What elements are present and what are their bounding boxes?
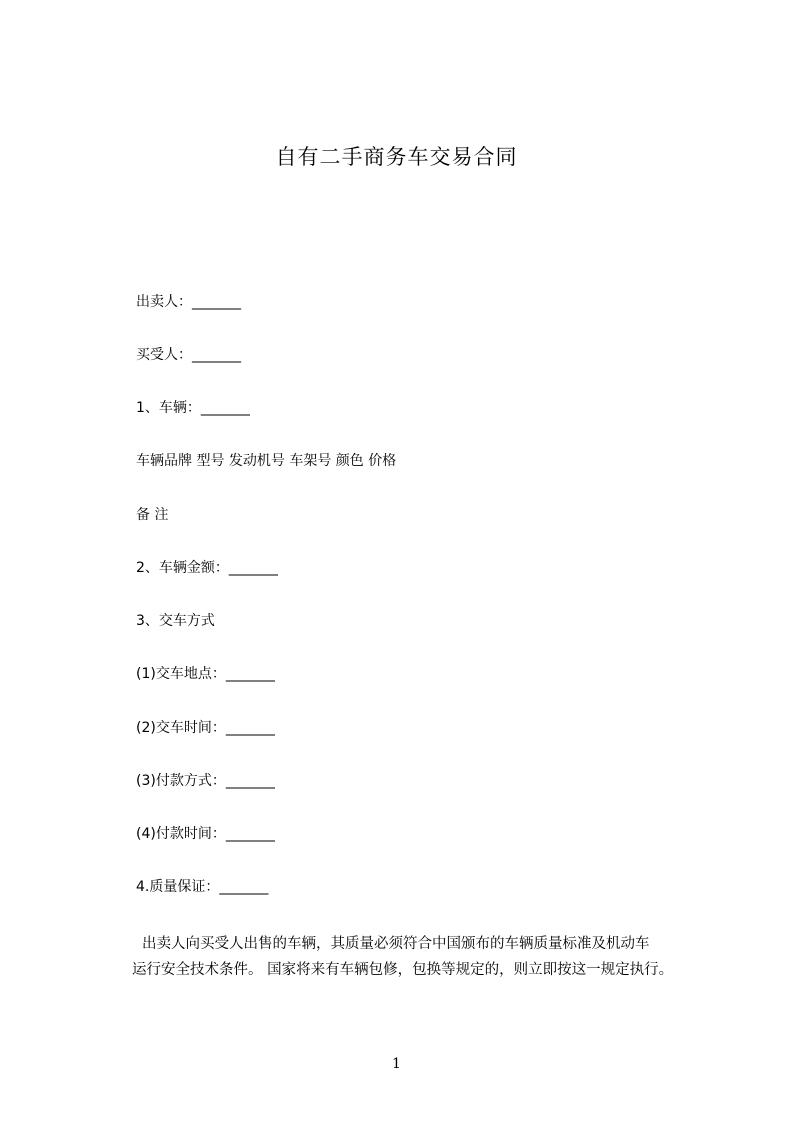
payment-method-line: (3)付款方式：_______ <box>136 773 275 789</box>
paragraph-line-2: 运行安全技术条件。 国家将来有车辆包修，包换等规定的，则立即按这一规定执行。 <box>132 962 674 978</box>
document-title: 自有二手商务车交易合同 <box>275 145 518 169</box>
page-number: 1 <box>392 1056 401 1072</box>
delivery-method-line: 3、交车方式 <box>136 613 215 629</box>
vehicle-fields-line: 车辆品牌 型号 发动机号 车架号 颜色 价格 <box>136 453 397 469</box>
quality-paragraph <box>132 931 716 983</box>
remarks-line: 备 注 <box>136 507 169 523</box>
quality-guarantee-line: 4.质量保证：_______ <box>136 879 269 895</box>
seller-line: 出卖人：_______ <box>136 294 241 310</box>
paragraph-line-1: 出卖人向买受人出售的车辆，其质量必须符合中国颁布的车辆质量标准及机动车 <box>142 936 650 952</box>
delivery-time-line: (2)交车时间：_______ <box>136 720 275 736</box>
buyer-line: 买受人：_______ <box>136 347 241 363</box>
vehicle-line: 1、车辆：_______ <box>136 400 250 416</box>
vehicle-amount-line: 2、车辆金额：_______ <box>136 560 278 576</box>
payment-time-line: (4)付款时间：_______ <box>136 826 275 842</box>
delivery-place-line: (1)交车地点：_______ <box>136 666 275 682</box>
